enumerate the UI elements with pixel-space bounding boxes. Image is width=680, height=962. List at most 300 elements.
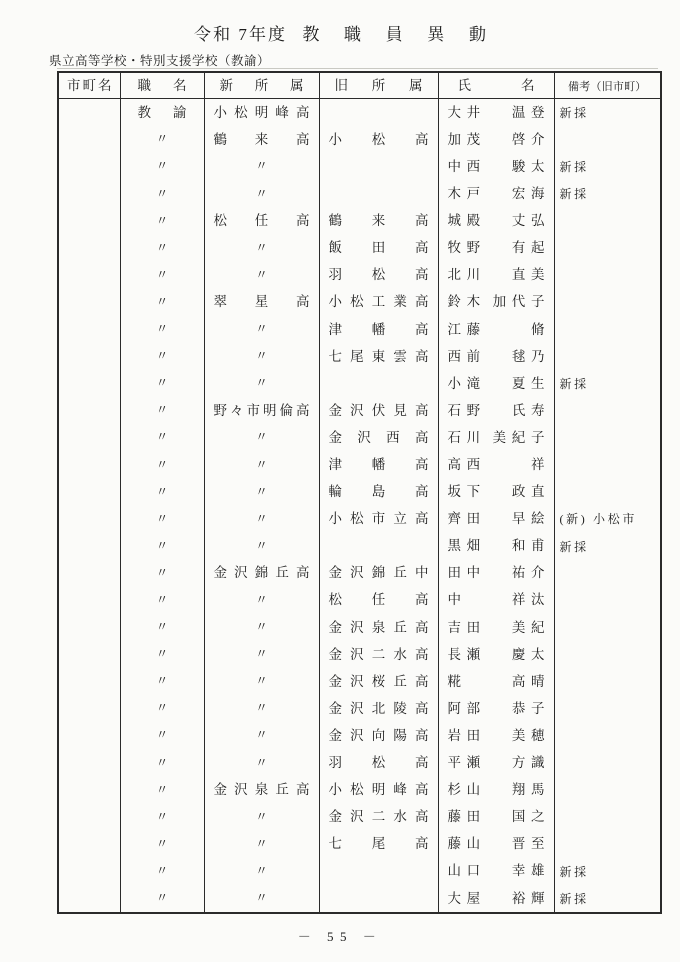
- cell-name: [438, 641, 554, 668]
- cell-new-school: [204, 478, 319, 505]
- cell-old-school: [319, 99, 438, 127]
- ditto-mark: 〃: [155, 674, 169, 689]
- ditto-mark: 〃: [255, 538, 268, 553]
- ditto-mark: 〃: [255, 620, 268, 635]
- cell-new-school: [204, 614, 319, 641]
- family-name: 藤田: [447, 809, 486, 825]
- cell-new-school: [204, 858, 319, 885]
- ditto-mark: 〃: [255, 376, 268, 391]
- cell-remark: [554, 316, 661, 343]
- family-name: 長瀬: [447, 646, 486, 662]
- family-name: 石川: [447, 429, 486, 445]
- ditto-mark: 〃: [155, 728, 169, 743]
- cell-role: [120, 803, 204, 830]
- family-name: 鈴木: [447, 294, 486, 310]
- ditto-mark: 〃: [155, 159, 169, 174]
- table-row: [58, 126, 661, 153]
- cell-role: [120, 505, 204, 532]
- cell-name: [438, 831, 554, 858]
- ditto-mark: 〃: [155, 322, 169, 337]
- family-name: 北川: [447, 267, 486, 283]
- ditto-mark: 〃: [255, 647, 268, 662]
- cell-name: [438, 803, 554, 830]
- family-name: 坂下: [447, 484, 486, 500]
- family-name: 中: [447, 592, 467, 608]
- ditto-mark: 〃: [155, 240, 169, 255]
- scan-rule-artifact: [57, 68, 658, 69]
- cell-old-school: 輪 島 高: [319, 478, 438, 505]
- given-name: 和甫: [511, 538, 551, 554]
- cell-city: [58, 316, 120, 343]
- given-name: 美紀: [511, 619, 551, 635]
- ditto-mark: 〃: [155, 511, 169, 526]
- table-row: [58, 397, 661, 424]
- cell-new-school: [204, 668, 319, 695]
- cell-old-school: 金 沢 北 陵 高: [319, 695, 438, 722]
- cell-old-school: 金 沢 伏 見 高: [319, 397, 438, 424]
- cell-new-school: 野 々 市 明 倫 高: [204, 397, 319, 424]
- ditto-mark: 〃: [155, 592, 169, 607]
- page-number: － 55 －: [297, 929, 383, 944]
- ditto-mark: 〃: [155, 565, 169, 580]
- cell-new-school: [204, 722, 319, 749]
- cell-role: [120, 614, 204, 641]
- cell-city: [58, 668, 120, 695]
- given-name: 早絵: [511, 511, 551, 527]
- ditto-mark: 〃: [255, 430, 268, 445]
- family-name: 藤山: [447, 836, 486, 852]
- cell-name: [438, 234, 554, 261]
- cell-remark: [554, 397, 661, 424]
- given-name: 美紀子: [492, 429, 551, 445]
- family-name: 阿部: [447, 700, 486, 716]
- ditto-mark: 〃: [155, 376, 169, 391]
- cell-old-school: 津 幡 高: [319, 316, 438, 343]
- header-remark: 備考（旧市町）: [554, 72, 661, 99]
- cell-name: [438, 885, 554, 913]
- cell-old-school: [319, 533, 438, 560]
- cell-new-school: 金 沢 泉 丘 高: [204, 776, 319, 803]
- cell-city: [58, 424, 120, 451]
- cell-remark: [554, 451, 661, 478]
- ditto-mark: 〃: [255, 728, 268, 743]
- family-name: 岩田: [447, 727, 486, 743]
- cell-old-school: 七 尾 東 雲 高: [319, 343, 438, 370]
- table-row: [58, 722, 661, 749]
- cell-name: [438, 343, 554, 370]
- cell-city: [58, 397, 120, 424]
- cell-city: [58, 343, 120, 370]
- cell-remark: 新採: [554, 153, 661, 180]
- ditto-mark: 〃: [255, 240, 268, 255]
- cell-old-school: 金 沢 二 水 高: [319, 641, 438, 668]
- title-main: 教職員異動: [302, 25, 511, 44]
- cell-old-school: 羽 松 高: [319, 262, 438, 289]
- table-row: [58, 316, 661, 343]
- given-name: 方識: [511, 755, 551, 771]
- cell-city: [58, 722, 120, 749]
- cell-name: [438, 614, 554, 641]
- cell-role: [120, 668, 204, 695]
- cell-name: [438, 695, 554, 722]
- family-name: 山口: [447, 863, 486, 879]
- ditto-mark: 〃: [255, 186, 268, 201]
- cell-remark: [554, 234, 661, 261]
- given-name: 氏寿: [511, 402, 551, 418]
- table-row: [58, 207, 661, 234]
- cell-city: [58, 560, 120, 587]
- ditto-mark: 〃: [255, 484, 268, 499]
- table-row: [58, 641, 661, 668]
- cell-new-school: 鶴 来 高: [204, 126, 319, 153]
- cell-old-school: 鶴 来 高: [319, 207, 438, 234]
- cell-role: [120, 858, 204, 885]
- ditto-mark: 〃: [155, 891, 169, 906]
- family-name: 牧野: [447, 240, 486, 256]
- ditto-mark: 〃: [255, 457, 268, 472]
- cell-role: [120, 533, 204, 560]
- cell-name: [438, 316, 554, 343]
- ditto-mark: 〃: [255, 809, 268, 824]
- table-row: [58, 533, 661, 560]
- family-name: 糀: [447, 673, 467, 689]
- cell-old-school: 金 沢 二 水 高: [319, 803, 438, 830]
- table-row: [58, 885, 661, 913]
- cell-new-school: 翠 星 高: [204, 289, 319, 316]
- cell-new-school: [204, 831, 319, 858]
- cell-old-school: 羽 松 高: [319, 749, 438, 776]
- ditto-mark: 〃: [155, 430, 169, 445]
- header-new-affiliation: 新 所 属: [204, 72, 319, 99]
- cell-role: [120, 424, 204, 451]
- given-name: 夏生: [511, 375, 551, 391]
- family-name: 高西: [447, 457, 486, 473]
- cell-new-school: [204, 343, 319, 370]
- header-city: 市 町 名: [58, 72, 120, 99]
- cell-old-school: 金 沢 泉 丘 高: [319, 614, 438, 641]
- cell-city: [58, 858, 120, 885]
- cell-city: [58, 614, 120, 641]
- cell-old-school: 金 沢 向 陽 高: [319, 722, 438, 749]
- personnel-transfer-table: [57, 71, 662, 914]
- cell-new-school: 小 松 明 峰 高: [204, 99, 319, 127]
- cell-city: [58, 803, 120, 830]
- ditto-mark: 〃: [255, 863, 268, 878]
- cell-new-school: 金 沢 錦 丘 高: [204, 560, 319, 587]
- cell-city: [58, 234, 120, 261]
- ditto-mark: 〃: [155, 457, 169, 472]
- ditto-mark: 〃: [255, 159, 268, 174]
- table-row: [58, 831, 661, 858]
- cell-role: [120, 722, 204, 749]
- cell-new-school: [204, 180, 319, 207]
- cell-role: [120, 180, 204, 207]
- cell-new-school: [204, 533, 319, 560]
- cell-remark: [554, 587, 661, 614]
- given-name: 翔馬: [511, 782, 551, 798]
- cell-city: [58, 776, 120, 803]
- cell-city: [58, 478, 120, 505]
- cell-city: [58, 180, 120, 207]
- cell-remark: 新採: [554, 533, 661, 560]
- table-row: [58, 478, 661, 505]
- cell-city: [58, 289, 120, 316]
- ditto-mark: 〃: [255, 836, 268, 851]
- ditto-mark: 〃: [155, 213, 169, 228]
- ditto-mark: 〃: [155, 863, 169, 878]
- table-row: [58, 560, 661, 587]
- cell-role: [120, 397, 204, 424]
- cell-name: [438, 668, 554, 695]
- cell-new-school: [204, 451, 319, 478]
- family-name: 西前: [447, 348, 486, 364]
- table-row: [58, 668, 661, 695]
- given-name: 晋至: [511, 836, 551, 852]
- cell-name: [438, 370, 554, 397]
- cell-role: [120, 478, 204, 505]
- subtitle: 県立高等学校・特別支援学校（教諭）: [49, 54, 271, 68]
- cell-new-school: [204, 234, 319, 261]
- ditto-mark: 〃: [255, 891, 268, 906]
- given-name: 直美: [511, 267, 551, 283]
- ditto-mark: 〃: [155, 701, 169, 716]
- cell-name: [438, 858, 554, 885]
- family-name: 齊田: [447, 511, 486, 527]
- cell-name: [438, 478, 554, 505]
- given-name: 政直: [511, 484, 551, 500]
- cell-name: [438, 99, 554, 127]
- cell-new-school: [204, 695, 319, 722]
- ditto-mark: 〃: [155, 538, 169, 553]
- cell-city: [58, 451, 120, 478]
- given-name: 祥: [530, 457, 551, 473]
- cell-city: [58, 153, 120, 180]
- cell-old-school: 小 松 市 立 高: [319, 505, 438, 532]
- table-row: [58, 749, 661, 776]
- page-title: [0, 20, 680, 45]
- cell-role: [120, 749, 204, 776]
- cell-old-school: [319, 180, 438, 207]
- family-name: 大屋: [447, 890, 486, 906]
- cell-name: [438, 126, 554, 153]
- table-row: [58, 370, 661, 397]
- given-name: 美穂: [511, 727, 551, 743]
- given-name: 高晴: [511, 673, 551, 689]
- cell-name: [438, 451, 554, 478]
- given-name: 宏海: [511, 186, 551, 202]
- cell-role: [120, 234, 204, 261]
- header-role: 職 名: [120, 72, 204, 99]
- family-name: 木戸: [447, 186, 486, 202]
- header-name: 氏 名: [438, 72, 554, 99]
- cell-old-school: 金 沢 西 高: [319, 424, 438, 451]
- cell-remark: [554, 126, 661, 153]
- family-name: 大井: [447, 104, 486, 120]
- ditto-mark: 〃: [255, 267, 268, 282]
- ditto-mark: 〃: [255, 674, 268, 689]
- family-name: 黒畑: [447, 538, 486, 554]
- given-name: 脩: [530, 321, 551, 337]
- cell-new-school: [204, 749, 319, 776]
- ditto-mark: 〃: [155, 620, 169, 635]
- cell-name: [438, 289, 554, 316]
- cell-new-school: [204, 153, 319, 180]
- cell-city: [58, 885, 120, 913]
- cell-new-school: [204, 316, 319, 343]
- cell-name: [438, 560, 554, 587]
- table-row: [58, 424, 661, 451]
- cell-role: [120, 587, 204, 614]
- cell-city: [58, 641, 120, 668]
- cell-name: [438, 424, 554, 451]
- table-row: [58, 262, 661, 289]
- cell-role: 教 諭: [120, 99, 204, 127]
- cell-city: [58, 505, 120, 532]
- table-body: [58, 99, 661, 913]
- given-name: 祥汰: [511, 592, 551, 608]
- family-name: 平瀬: [447, 755, 486, 771]
- cell-role: [120, 885, 204, 913]
- cell-city: [58, 262, 120, 289]
- cell-name: [438, 722, 554, 749]
- ditto-mark: 〃: [155, 132, 169, 147]
- cell-remark: [554, 560, 661, 587]
- table-row: [58, 234, 661, 261]
- cell-role: [120, 641, 204, 668]
- cell-city: [58, 207, 120, 234]
- cell-new-school: [204, 370, 319, 397]
- cell-role: [120, 343, 204, 370]
- cell-remark: [554, 776, 661, 803]
- cell-old-school: 津 幡 高: [319, 451, 438, 478]
- given-name: 有起: [511, 240, 551, 256]
- cell-old-school: [319, 885, 438, 913]
- ditto-mark: 〃: [255, 349, 268, 364]
- cell-role: [120, 776, 204, 803]
- cell-new-school: [204, 803, 319, 830]
- cell-remark: 新採: [554, 99, 661, 127]
- table-row: [58, 180, 661, 207]
- cell-role: [120, 153, 204, 180]
- cell-name: [438, 749, 554, 776]
- given-name: 祐介: [511, 565, 551, 581]
- table-header: [58, 72, 661, 99]
- cell-city: [58, 370, 120, 397]
- cell-remark: [554, 641, 661, 668]
- family-name: 小滝: [447, 375, 486, 391]
- given-name: 慶太: [511, 646, 551, 662]
- cell-role: [120, 831, 204, 858]
- cell-old-school: [319, 153, 438, 180]
- cell-role: [120, 370, 204, 397]
- cell-new-school: [204, 587, 319, 614]
- ditto-mark: 〃: [155, 782, 169, 797]
- cell-new-school: [204, 641, 319, 668]
- table-row: [58, 776, 661, 803]
- cell-remark: [554, 478, 661, 505]
- cell-city: [58, 695, 120, 722]
- cell-remark: [554, 207, 661, 234]
- ditto-mark: 〃: [255, 322, 268, 337]
- ditto-mark: 〃: [155, 349, 169, 364]
- cell-role: [120, 289, 204, 316]
- ditto-mark: 〃: [155, 647, 169, 662]
- header-old-affiliation: 旧 所 属: [319, 72, 438, 99]
- ditto-mark: 〃: [155, 484, 169, 499]
- cell-name: [438, 776, 554, 803]
- cell-role: [120, 695, 204, 722]
- table-row: [58, 451, 661, 478]
- cell-remark: [554, 614, 661, 641]
- cell-name: [438, 533, 554, 560]
- cell-old-school: 小 松 工 業 高: [319, 289, 438, 316]
- cell-remark: [554, 343, 661, 370]
- cell-role: [120, 451, 204, 478]
- given-name: 加代子: [492, 294, 551, 310]
- cell-old-school: [319, 858, 438, 885]
- cell-name: [438, 180, 554, 207]
- ditto-mark: 〃: [155, 186, 169, 201]
- cell-remark: [554, 722, 661, 749]
- family-name: 城殿: [447, 213, 486, 229]
- cell-new-school: [204, 885, 319, 913]
- cell-name: [438, 262, 554, 289]
- cell-old-school: 金 沢 錦 丘 中: [319, 560, 438, 587]
- cell-name: [438, 207, 554, 234]
- ditto-mark: 〃: [155, 755, 169, 770]
- given-name: 温登: [511, 104, 551, 120]
- table-row: [58, 614, 661, 641]
- cell-role: [120, 316, 204, 343]
- cell-new-school: 松 任 高: [204, 207, 319, 234]
- cell-new-school: [204, 262, 319, 289]
- cell-old-school: 小 松 高: [319, 126, 438, 153]
- cell-remark: (新) 小松市: [554, 505, 661, 532]
- cell-remark: [554, 424, 661, 451]
- family-name: 石野: [447, 402, 486, 418]
- family-name: 田中: [447, 565, 486, 581]
- table-row: [58, 858, 661, 885]
- cell-remark: 新採: [554, 858, 661, 885]
- cell-remark: [554, 262, 661, 289]
- cell-role: [120, 262, 204, 289]
- table-row: [58, 803, 661, 830]
- ditto-mark: 〃: [255, 592, 268, 607]
- table-row: [58, 587, 661, 614]
- ditto-mark: 〃: [155, 403, 169, 418]
- cell-remark: 新採: [554, 885, 661, 913]
- cell-role: [120, 207, 204, 234]
- cell-remark: 新採: [554, 180, 661, 207]
- cell-role: [120, 126, 204, 153]
- given-name: 駿太: [511, 158, 551, 174]
- table-row: [58, 289, 661, 316]
- family-name: 吉田: [447, 619, 486, 635]
- table-row: [58, 695, 661, 722]
- cell-remark: [554, 668, 661, 695]
- cell-city: [58, 99, 120, 127]
- cell-city: [58, 587, 120, 614]
- family-name: 江藤: [447, 321, 486, 337]
- cell-old-school: 七 尾 高: [319, 831, 438, 858]
- header-row: [58, 72, 661, 99]
- cell-name: [438, 153, 554, 180]
- given-name: 丈弘: [511, 213, 551, 229]
- given-name: 幸雄: [511, 863, 551, 879]
- cell-old-school: [319, 370, 438, 397]
- family-name: 加茂: [447, 131, 486, 147]
- family-name: 中西: [447, 158, 486, 174]
